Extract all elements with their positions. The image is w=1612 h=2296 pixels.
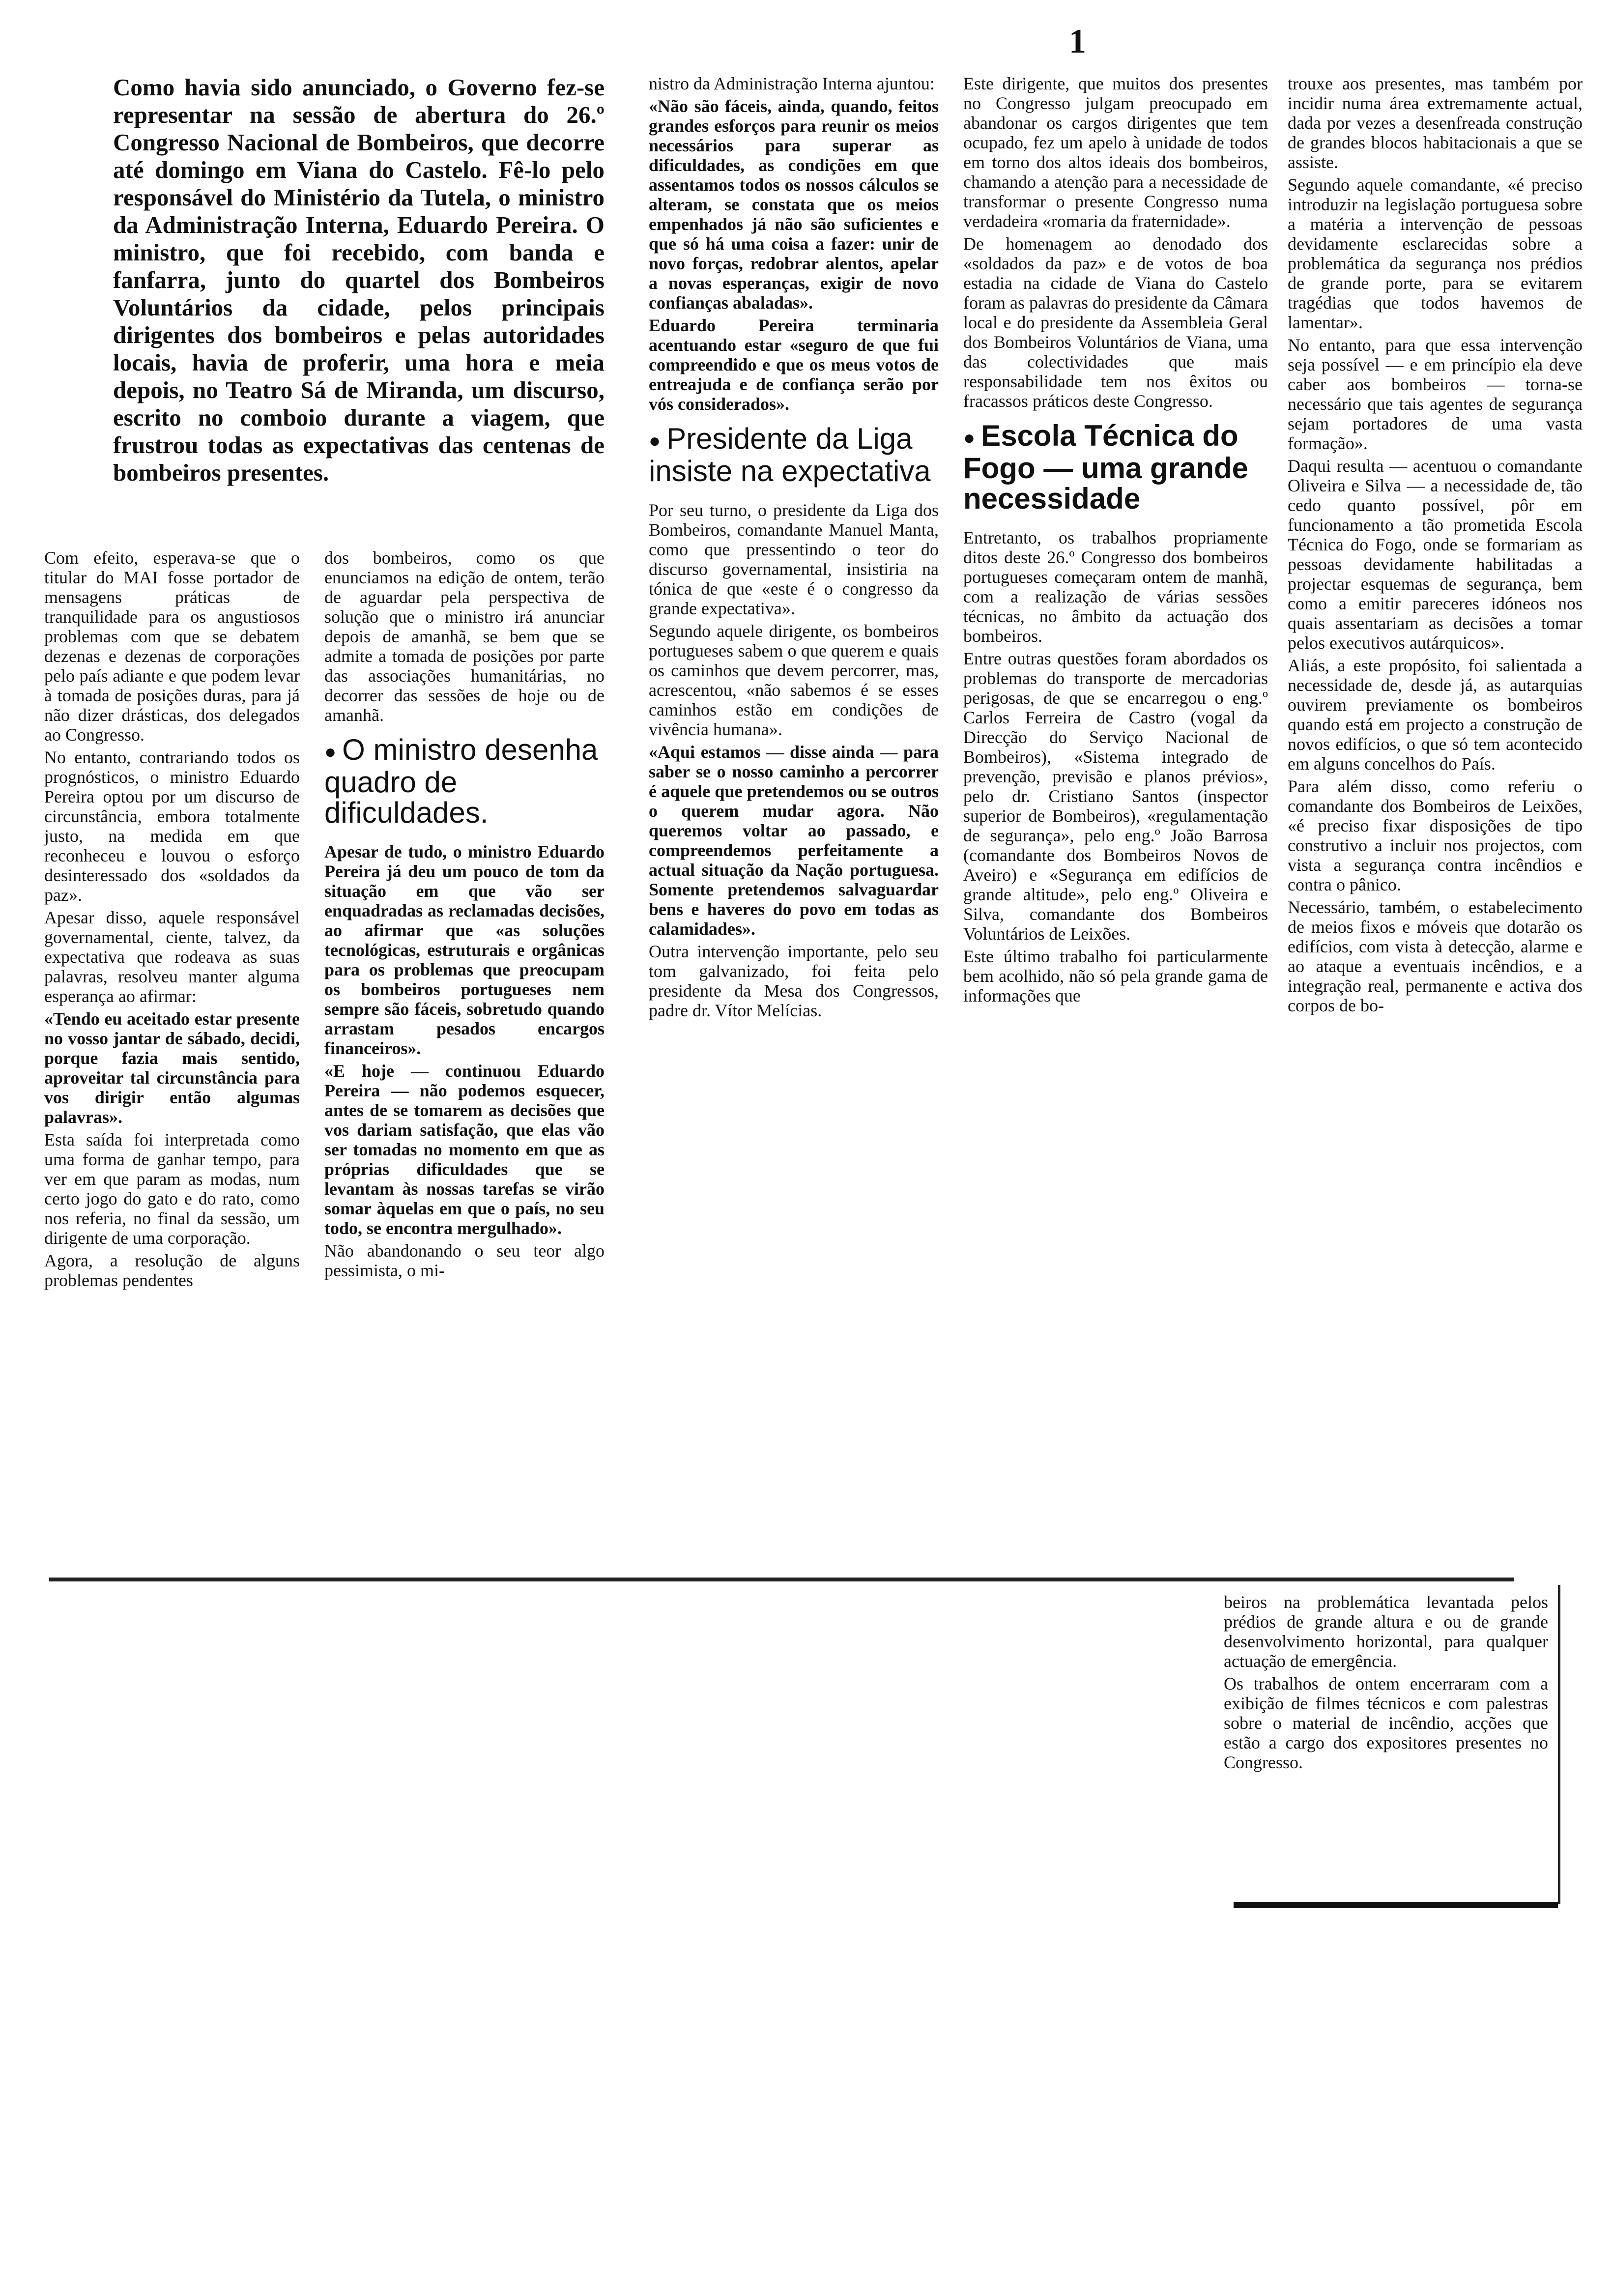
- paragraph: Os trabalhos de ontem encerraram com a exibição de filmes técnicos e com palestras sobre o material de incêndio, acções que estão a cargo dos expositores presentes no Congresso.: [1224, 1674, 1548, 1772]
- continuation-column: [1224, 1592, 1548, 1775]
- paragraph: Outra intervenção importante, pelo seu tom galvanizado, foi feita pelo presidente da Mesa dos Congressos, padre dr. Vítor Melícias.: [649, 942, 939, 1021]
- paragraph: trouxe aos presentes, mas também por incidir numa área extremamente actual, dada por vezes a desenfreada construção de grandes blocos habitacionais a que se assiste.: [1288, 74, 1583, 172]
- paragraph: Entretanto, os trabalhos propriamente ditos deste 26.º Congresso dos bombeiros portugueses começaram ontem de manhã, com a realização de várias sessões técnicas, no âmbito da actuação dos bombeiros.: [963, 528, 1268, 646]
- column-5: [1288, 74, 1583, 1018]
- paragraph: Entre outras questões foram abordados os problemas do transporte de mercadorias perigosas, de que se encarregou o eng.º Carlos Ferreira de Castro (vogal da Direcção do Serviço Nacional de Bombeiros), «Sistema integrado de prevenção, previsão e planos prévios», pelo dr. Cristiano Santos (inspector superior de Bombeiros), «regulamentação de segurança», pelo eng.º João Barrosa (comandante dos Bombeiros Novos de Aveiro) e «Segurança em edifícios de grande altitude», pelo eng.º Oliveira e Silva, comandante dos Bombeiros Voluntários de Leixões.: [963, 649, 1268, 944]
- quote-paragraph: «Não são fáceis, ainda, quando, feitos grandes esforços para reunir os meios necessários para superar as dificuldades, as condições em que assentamos todos os nossos cálculos se alteram, se constata que os meios empenhados já não são suficientes e que só há uma coisa a fazer: unir de novo forças, redobrar alentos, apelar a novas esperanças, exigir de novo confianças abaladas».: [649, 96, 939, 313]
- paragraph: Daqui resulta — acentuou o comandante Oliveira e Silva — a necessidade de, tão cedo quanto possível, pôr em funcionamento a tão prometida Escola Técnica do Fogo, onde se formariam as pessoas devidamente habilitadas a projectar esquemas de segurança, bem como a emitir pareceres idóneos nos quais assentariam as decisões a tomar pelos executivos autárquicos».: [1288, 456, 1583, 653]
- lede-paragraph: Como havia sido anunciado, o Governo fez-se representar na sessão de abertura do 26.º Congresso Nacional de Bombeiros, que decorre até domingo em Viana do Castelo. Fê-lo pelo responsável do Ministério da Tutela, o ministro da Administração Interna, Eduardo Pereira. O ministro, que foi recebido, com banda e fanfarra, junto do quartel dos Bombeiros Voluntários da cidade, pelos principais dirigentes dos bombeiros e pelas autoridades locais, havia de proferir, uma hora e meia depois, no Teatro Sá de Miranda, um discurso, escrito no comboio durante a viagem, que frustrou todas as expectativas das centenas de bombeiros presentes.: [113, 74, 604, 486]
- paragraph: Apesar disso, aquele responsável governamental, ciente, talvez, da expectativa que rodeava as suas palavras, resolveu manter alguma esperança ao afirmar:: [44, 908, 300, 1006]
- paragraph: beiros na problemática levantada pelos prédios de grande altura e ou de grande desenvolvimento horizontal, para qualquer actuação de emergência.: [1224, 1592, 1548, 1671]
- bullet-icon: ●: [324, 741, 337, 763]
- paragraph: Por seu turno, o presidente da Liga dos Bombeiros, comandante Manuel Manta, como que pressentindo o teor do discurso governamental, insistiria na tónica de que «este é o congresso da grande expectativa».: [649, 500, 939, 619]
- paragraph: Segundo aquele comandante, «é preciso introduzir na legislação portuguesa sobre a matéria a intervenção de pessoas devidamente esclarecidas sobre a problemática da segurança nos prédios de grande porte, para se evitarem tragédias que todos havemos de lamentar».: [1288, 175, 1583, 332]
- paragraph: Com efeito, esperava-se que o titular do MAI fosse portador de mensagens práticas de tranquilidade para os angustiosos problemas com que se debatem dezenas e dezenas de corporações pelo país adiante e que podem levar à tomada de posições duras, para já não dizer drásticas, dos delegados ao Congresso.: [44, 548, 300, 745]
- column-2: [324, 548, 604, 1283]
- page-mark: 1: [1069, 23, 1086, 60]
- paragraph: Necessário, também, o estabelecimento de meios fixos e móveis que dotarão os edifícios, com vista à detecção, alarme e ao ataque a eventuais incêndios, e a integração real, permanente e activa dos corpos de bo-: [1288, 897, 1583, 1015]
- paragraph: Este último trabalho foi particularmente bem acolhido, não só pela grande gama de informações que: [963, 947, 1268, 1006]
- bullet-icon: ●: [649, 430, 661, 452]
- paragraph: Segundo aquele dirigente, os bombeiros portugueses sabem o que querem e quais os caminhos que devem percorrer, mas, acrescentou, «não sabemos é se esses caminhos estão em condições de vivência humana».: [649, 621, 939, 740]
- paragraph: Para além disso, como referiu o comandante dos Bombeiros de Leixões, «é preciso fixar disposições de tipo construtivo a incluir nos projectos, com vista a segurança contra incêndios e contra o pânico.: [1288, 776, 1583, 894]
- paragraph: No entanto, contrariando todos os prognósticos, o ministro Eduardo Pereira optou por um discurso de circunstância, embora totalmente justo, na medida em que reconheceu e louvou o esforço desinteressado dos «soldados da paz».: [44, 747, 300, 905]
- paragraph: Este dirigente, que muitos dos presentes no Congresso julgam preocupado em abandonar os cargos dirigentes que tem ocupado, fez um apelo à unidade de todos em torno dos altos ideais dos bombeiros, chamando a atenção para a necessidade de transformar o presente Congresso numa verdadeira «romaria da fraternidade».: [963, 74, 1268, 231]
- continuation-bottom-rule: [1234, 1902, 1558, 1908]
- paragraph: dos bombeiros, como os que enunciamos na edição de ontem, terão de aguardar pela perspectiva de solução que o ministro irá anunciar depois de amanhã, se bem que se admite a tomada de posições por parte das associações humanitárias, no decorrer das sessões de hoje ou de amanhã.: [324, 548, 604, 725]
- paragraph: Agora, a resolução de alguns problemas pendentes: [44, 1251, 300, 1290]
- continuation-side-rule: [1558, 1585, 1560, 1904]
- column-1: [44, 548, 300, 1293]
- quote-paragraph: «Tendo eu aceitado estar presente no vosso jantar de sábado, decidi, porque fazia mais sentido, aproveitar tal circunstância para vos dirigir então algumas palavras».: [44, 1009, 300, 1127]
- paragraph: De homenagem ao denodado dos «soldados da paz» e de votos de boa estadia na cidade de Viana do Castelo foram as palavras do presidente da Câmara local e do presidente da Assembleia Geral dos Bombeiros Voluntários de Viana, uma das colectividades que mais responsabilidade tem nos êxitos ou fracassos práticos deste Congresso.: [963, 234, 1268, 411]
- bullet-icon: ●: [963, 427, 976, 449]
- quote-paragraph: «E hoje — continuou Eduardo Pereira — não podemos esquecer, antes de se tomarem as decisões que vos dariam satisfação, que elas vão ser tomadas no momento em que as próprias dificuldades que se levantam às nossas tarefas se virão somar àquelas em que o país, no seu todo, se encontra mergulhado».: [324, 1061, 604, 1238]
- quote-paragraph: «Aqui estamos — disse ainda — para saber se o nosso caminho a percorrer é aquele que pretendemos ou se outros o querem mudar agora. Não queremos voltar ao passado, e compreendemos perfeitamente a actual situação da Nação portuguesa. Somente pretendemos salvaguardar bens e haveres do povo em todas as calamidades».: [649, 742, 939, 939]
- column-4: [963, 74, 1268, 1008]
- section-heading-liga: ● Presidente da Liga insiste na expectativa: [649, 422, 931, 488]
- paragraph: Não abandonando o seu teor algo pessimista, o mi-: [324, 1241, 604, 1281]
- lede-column: [113, 74, 604, 489]
- paragraph: nistro da Administração Interna ajuntou:: [649, 74, 935, 93]
- paragraph: No entanto, para que essa intervenção seja possível — e em princípio ela deve caber aos bombeiros — torna-se necessário que tais agentes de segurança sejam portadores de uma vasta formação».: [1288, 335, 1583, 453]
- paragraph: Esta saída foi interpretada como uma forma de ganhar tempo, para ver em que param as modas, num certo jogo do gato e do rato, como nos referia, no final da sessão, um dirigente de uma corporação.: [44, 1130, 300, 1248]
- section-heading-ministro: ● O ministro desenha quadro de dificuldades.: [324, 733, 598, 830]
- section-heading-escola: ● Escola Técnica do Fogo — uma grande necessidade: [963, 419, 1249, 516]
- paragraph: Eduardo Pereira terminaria acentuando estar «seguro de que fui compreendido e que os meus votos de entreajuda e de confiança serão por vós considerados».: [649, 316, 939, 414]
- column-3: [649, 74, 939, 1023]
- column-rule: [49, 1578, 1514, 1581]
- paragraph: Apesar de tudo, o ministro Eduardo Pereira já deu um pouco de tom da situação em que vão ser enquadradas as reclamadas decisões, ao afirmar que «as soluções tecnológicas, estruturais e orgânicas para os problemas que preocupam os bombeiros portugueses nem sempre são fáceis, sobretudo quando arrastam pesados encargos financeiros».: [324, 842, 604, 1059]
- paragraph: Aliás, a este propósito, foi salientada a necessidade de, desde já, as autarquias ouvirem previamente os bombeiros quando está em projecto a construção de novos edifícios, o que só tem acontecido em alguns concelhos do País.: [1288, 656, 1583, 774]
